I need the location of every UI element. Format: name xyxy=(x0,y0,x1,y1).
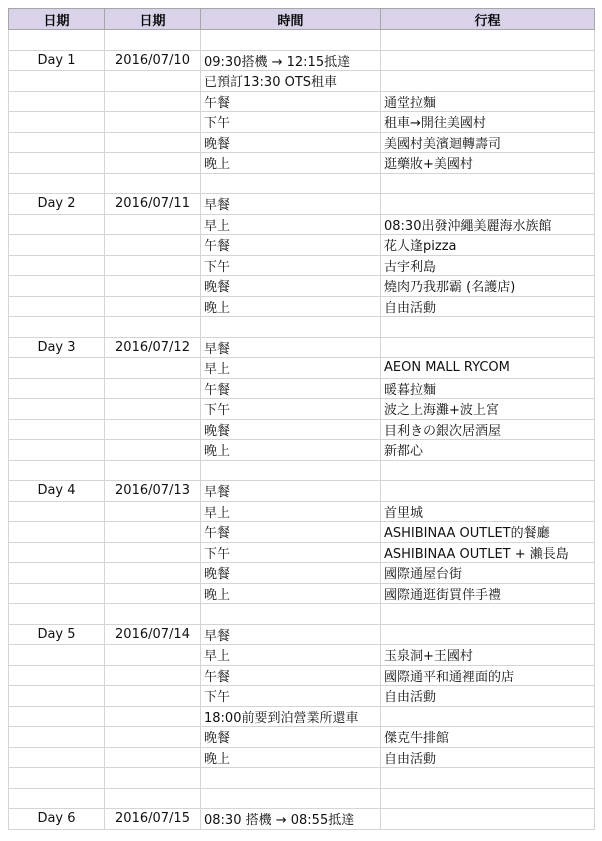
day-cell[interactable] xyxy=(9,665,105,686)
time-cell[interactable]: 晚上 xyxy=(201,440,381,461)
time-cell[interactable]: 18:00前要到泊營業所還車 xyxy=(201,706,381,727)
table-row xyxy=(9,501,595,522)
table-row xyxy=(9,358,595,379)
table-row xyxy=(9,706,595,727)
date-cell[interactable] xyxy=(105,296,201,317)
date-cell[interactable] xyxy=(105,132,201,153)
table-row xyxy=(9,112,595,133)
date-cell[interactable] xyxy=(105,30,201,51)
plan-cell[interactable]: 波之上海灘+波上宮 xyxy=(381,399,595,420)
date-cell[interactable] xyxy=(105,645,201,666)
day-cell[interactable]: Day 1 xyxy=(9,50,105,71)
table-row xyxy=(9,132,595,153)
time-cell[interactable]: 午餐 xyxy=(201,235,381,256)
table-row xyxy=(9,153,595,174)
table-row xyxy=(9,50,595,71)
plan-cell[interactable]: 花人逢pizza xyxy=(381,235,595,256)
date-cell[interactable] xyxy=(105,71,201,92)
time-cell[interactable]: 晚上 xyxy=(201,747,381,768)
day-cell[interactable] xyxy=(9,317,105,338)
table-row xyxy=(9,563,595,584)
day-cell[interactable] xyxy=(9,542,105,563)
plan-cell[interactable] xyxy=(381,706,595,727)
day-cell[interactable] xyxy=(9,276,105,297)
header-time[interactable]: 時間 xyxy=(201,9,381,30)
plan-cell[interactable]: 自由活動 xyxy=(381,747,595,768)
day-cell[interactable] xyxy=(9,686,105,707)
day-cell[interactable] xyxy=(9,501,105,522)
plan-cell[interactable]: AEON MALL RYCOM xyxy=(381,358,595,379)
date-cell[interactable] xyxy=(105,727,201,748)
table-row xyxy=(9,337,595,358)
table-row xyxy=(9,686,595,707)
day-cell[interactable] xyxy=(9,460,105,481)
header-day[interactable]: 日期 xyxy=(9,9,105,30)
day-cell[interactable] xyxy=(9,747,105,768)
table-row xyxy=(9,522,595,543)
day-cell[interactable]: Day 3 xyxy=(9,337,105,358)
date-cell[interactable]: 2016/07/12 xyxy=(105,337,201,358)
plan-cell[interactable] xyxy=(381,194,595,215)
time-cell[interactable]: 早上 xyxy=(201,645,381,666)
plan-cell[interactable]: 國際通屋台街 xyxy=(381,563,595,584)
plan-cell[interactable] xyxy=(381,809,595,830)
plan-cell[interactable]: 首里城 xyxy=(381,501,595,522)
time-cell[interactable]: 下午 xyxy=(201,399,381,420)
time-cell[interactable]: 午餐 xyxy=(201,91,381,112)
date-cell[interactable] xyxy=(105,173,201,194)
day-cell[interactable] xyxy=(9,604,105,625)
table-row xyxy=(9,173,595,194)
date-cell[interactable]: 2016/07/15 xyxy=(105,809,201,830)
date-cell[interactable]: 2016/07/10 xyxy=(105,50,201,71)
day-cell[interactable] xyxy=(9,378,105,399)
table-row xyxy=(9,583,595,604)
table-row xyxy=(9,645,595,666)
plan-cell[interactable] xyxy=(381,768,595,789)
plan-cell[interactable]: 傑克牛排館 xyxy=(381,727,595,748)
day-cell[interactable] xyxy=(9,71,105,92)
time-cell[interactable]: 早上 xyxy=(201,358,381,379)
day-cell[interactable]: Day 4 xyxy=(9,481,105,502)
day-cell[interactable] xyxy=(9,522,105,543)
table-row xyxy=(9,604,595,625)
date-cell[interactable] xyxy=(105,706,201,727)
time-cell[interactable]: 晚上 xyxy=(201,153,381,174)
plan-cell[interactable]: 目利きの銀次居酒屋 xyxy=(381,419,595,440)
time-cell[interactable]: 晚餐 xyxy=(201,419,381,440)
day-cell[interactable] xyxy=(9,296,105,317)
date-cell[interactable] xyxy=(105,604,201,625)
time-cell[interactable]: 午餐 xyxy=(201,522,381,543)
date-cell[interactable] xyxy=(105,501,201,522)
plan-cell[interactable] xyxy=(381,317,595,338)
plan-cell[interactable]: 通堂拉麵 xyxy=(381,91,595,112)
day-cell[interactable] xyxy=(9,173,105,194)
date-cell[interactable]: 2016/07/13 xyxy=(105,481,201,502)
plan-cell[interactable] xyxy=(381,337,595,358)
plan-cell[interactable] xyxy=(381,788,595,809)
plan-cell[interactable]: 玉泉洞+王國村 xyxy=(381,645,595,666)
date-cell[interactable] xyxy=(105,91,201,112)
time-cell[interactable]: 晚餐 xyxy=(201,276,381,297)
day-cell[interactable] xyxy=(9,706,105,727)
date-cell[interactable] xyxy=(105,583,201,604)
date-cell[interactable]: 2016/07/14 xyxy=(105,624,201,645)
plan-cell[interactable]: 暖暮拉麵 xyxy=(381,378,595,399)
plan-cell[interactable]: 逛藥妝+美國村 xyxy=(381,153,595,174)
plan-cell[interactable] xyxy=(381,71,595,92)
time-cell[interactable]: 晚餐 xyxy=(201,563,381,584)
day-cell[interactable] xyxy=(9,399,105,420)
header-row xyxy=(9,9,595,30)
table-row xyxy=(9,542,595,563)
table-header xyxy=(9,9,595,30)
plan-cell[interactable] xyxy=(381,173,595,194)
table-row xyxy=(9,214,595,235)
date-cell[interactable] xyxy=(105,235,201,256)
date-cell[interactable] xyxy=(105,153,201,174)
day-cell[interactable]: Day 5 xyxy=(9,624,105,645)
day-cell[interactable]: Day 2 xyxy=(9,194,105,215)
table-row xyxy=(9,768,595,789)
day-cell[interactable] xyxy=(9,727,105,748)
time-cell[interactable]: 已預訂13:30 OTS租車 xyxy=(201,71,381,92)
itinerary-sheet xyxy=(8,8,594,830)
table-row xyxy=(9,235,595,256)
day-cell[interactable] xyxy=(9,419,105,440)
day-cell[interactable] xyxy=(9,358,105,379)
date-cell[interactable]: 2016/07/11 xyxy=(105,194,201,215)
date-cell[interactable] xyxy=(105,378,201,399)
day-cell[interactable] xyxy=(9,132,105,153)
day-cell[interactable] xyxy=(9,440,105,461)
time-cell[interactable] xyxy=(201,768,381,789)
table-row xyxy=(9,809,595,830)
time-cell[interactable]: 早上 xyxy=(201,501,381,522)
plan-cell[interactable]: 新都心 xyxy=(381,440,595,461)
header-date[interactable]: 日期 xyxy=(105,9,201,30)
day-cell[interactable] xyxy=(9,214,105,235)
time-cell[interactable] xyxy=(201,604,381,625)
plan-cell[interactable]: 國際通逛街買伴手禮 xyxy=(381,583,595,604)
plan-cell[interactable]: 古宇利島 xyxy=(381,255,595,276)
plan-cell[interactable] xyxy=(381,481,595,502)
table-row xyxy=(9,399,595,420)
plan-cell[interactable]: ASHIBINAA OUTLET + 瀨長島 xyxy=(381,542,595,563)
day-cell[interactable] xyxy=(9,645,105,666)
time-cell[interactable]: 早餐 xyxy=(201,481,381,502)
day-cell[interactable] xyxy=(9,788,105,809)
date-cell[interactable] xyxy=(105,255,201,276)
table-row xyxy=(9,665,595,686)
date-cell[interactable] xyxy=(105,276,201,297)
plan-cell[interactable]: ASHIBINAA OUTLET的餐廳 xyxy=(381,522,595,543)
table-row xyxy=(9,276,595,297)
date-cell[interactable] xyxy=(105,665,201,686)
table-row xyxy=(9,378,595,399)
plan-cell[interactable] xyxy=(381,624,595,645)
plan-cell[interactable]: 自由活動 xyxy=(381,686,595,707)
date-cell[interactable] xyxy=(105,563,201,584)
date-cell[interactable] xyxy=(105,358,201,379)
plan-cell[interactable] xyxy=(381,50,595,71)
time-cell[interactable]: 早餐 xyxy=(201,624,381,645)
time-cell[interactable]: 下午 xyxy=(201,542,381,563)
date-cell[interactable] xyxy=(105,768,201,789)
plan-cell[interactable]: 08:30出發沖繩美麗海水族館 xyxy=(381,214,595,235)
time-cell[interactable]: 晚上 xyxy=(201,583,381,604)
date-cell[interactable] xyxy=(105,686,201,707)
date-cell[interactable] xyxy=(105,440,201,461)
time-cell[interactable] xyxy=(201,317,381,338)
time-cell[interactable]: 下午 xyxy=(201,255,381,276)
table-row xyxy=(9,440,595,461)
table-row xyxy=(9,91,595,112)
day-cell[interactable] xyxy=(9,30,105,51)
time-cell[interactable]: 早上 xyxy=(201,214,381,235)
date-cell[interactable] xyxy=(105,317,201,338)
time-cell[interactable] xyxy=(201,173,381,194)
day-cell[interactable] xyxy=(9,255,105,276)
table-row xyxy=(9,71,595,92)
day-cell[interactable] xyxy=(9,235,105,256)
time-cell[interactable]: 晚餐 xyxy=(201,132,381,153)
time-cell[interactable]: 09:30搭機 → 12:15抵達 xyxy=(201,50,381,71)
date-cell[interactable] xyxy=(105,522,201,543)
plan-cell[interactable] xyxy=(381,460,595,481)
day-cell[interactable] xyxy=(9,583,105,604)
itinerary-table xyxy=(8,8,595,830)
date-cell[interactable] xyxy=(105,460,201,481)
time-cell[interactable] xyxy=(201,460,381,481)
table-row xyxy=(9,747,595,768)
table-row xyxy=(9,419,595,440)
table-row xyxy=(9,788,595,809)
time-cell[interactable]: 午餐 xyxy=(201,378,381,399)
time-cell[interactable]: 早餐 xyxy=(201,194,381,215)
plan-cell[interactable]: 自由活動 xyxy=(381,296,595,317)
date-cell[interactable] xyxy=(105,788,201,809)
plan-cell[interactable]: 美國村美濱迴轉壽司 xyxy=(381,132,595,153)
table-row xyxy=(9,194,595,215)
table-row xyxy=(9,481,595,502)
table-row xyxy=(9,460,595,481)
time-cell[interactable] xyxy=(201,30,381,51)
table-row xyxy=(9,30,595,51)
time-cell[interactable]: 下午 xyxy=(201,112,381,133)
plan-cell[interactable]: 租車→開往美國村 xyxy=(381,112,595,133)
date-cell[interactable] xyxy=(105,747,201,768)
day-cell[interactable] xyxy=(9,768,105,789)
table-row xyxy=(9,624,595,645)
time-cell[interactable]: 08:30 搭機 → 08:55抵達 xyxy=(201,809,381,830)
date-cell[interactable] xyxy=(105,399,201,420)
time-cell[interactable]: 晚上 xyxy=(201,296,381,317)
plan-cell[interactable] xyxy=(381,604,595,625)
date-cell[interactable] xyxy=(105,214,201,235)
plan-cell[interactable]: 燒肉乃我那霸 (名護店) xyxy=(381,276,595,297)
date-cell[interactable] xyxy=(105,542,201,563)
plan-cell[interactable]: 國際通平和通裡面的店 xyxy=(381,665,595,686)
table-row xyxy=(9,255,595,276)
table-body xyxy=(9,30,595,830)
header-plan[interactable]: 行程 xyxy=(381,9,595,30)
day-cell[interactable] xyxy=(9,153,105,174)
table-row xyxy=(9,727,595,748)
day-cell[interactable] xyxy=(9,563,105,584)
time-cell[interactable]: 早餐 xyxy=(201,337,381,358)
day-cell[interactable] xyxy=(9,91,105,112)
plan-cell[interactable] xyxy=(381,30,595,51)
time-cell[interactable]: 下午 xyxy=(201,686,381,707)
day-cell[interactable] xyxy=(9,112,105,133)
table-row xyxy=(9,317,595,338)
date-cell[interactable] xyxy=(105,112,201,133)
date-cell[interactable] xyxy=(105,419,201,440)
table-row xyxy=(9,296,595,317)
day-cell[interactable]: Day 6 xyxy=(9,809,105,830)
time-cell[interactable] xyxy=(201,788,381,809)
time-cell[interactable]: 午餐 xyxy=(201,665,381,686)
time-cell[interactable]: 晚餐 xyxy=(201,727,381,748)
